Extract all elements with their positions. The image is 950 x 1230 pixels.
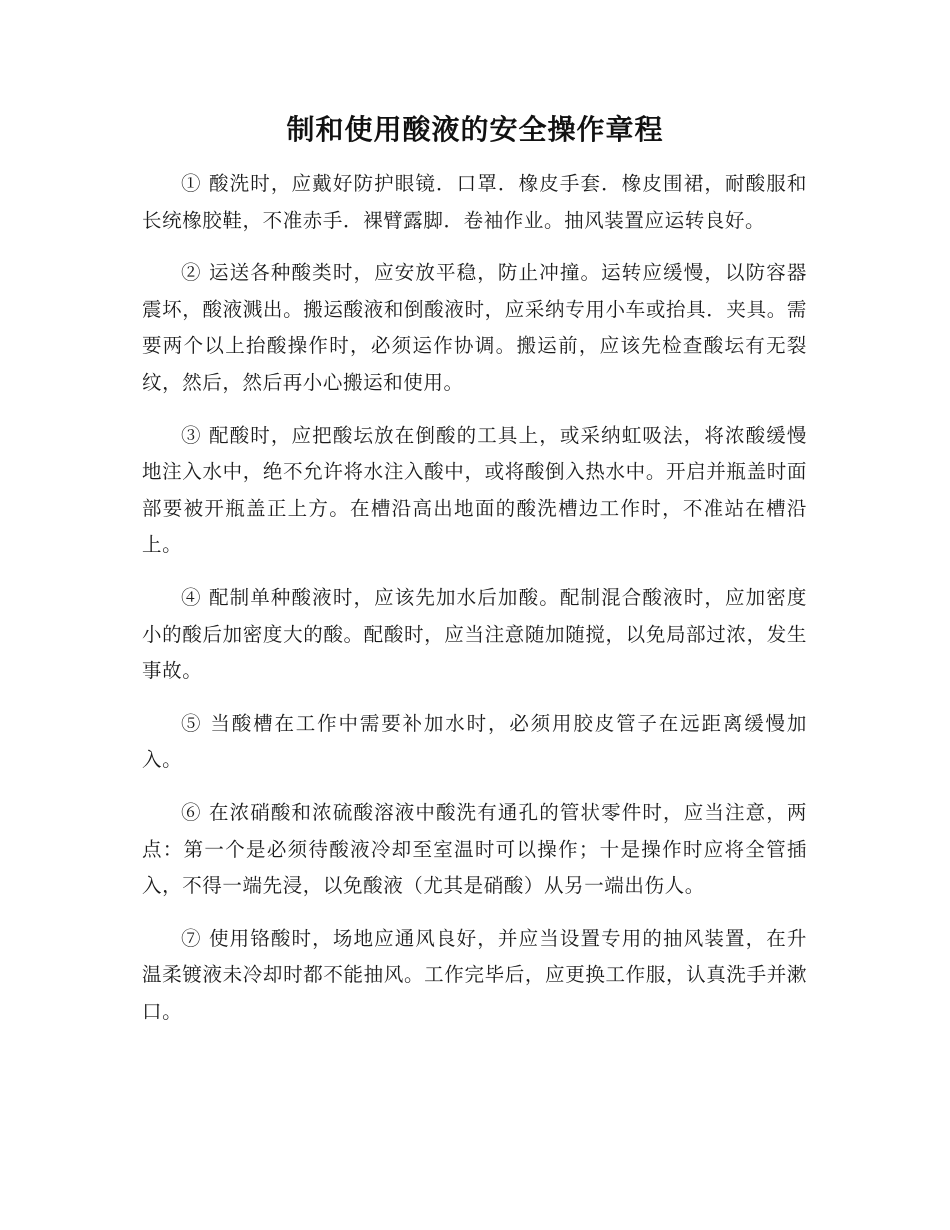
document-body — [142, 166, 807, 1046]
paragraph-6: ⑥ 在浓硝酸和浓硫酸溶液中酸洗有通孔的管状零件时，应当注意，两点：第一个是必须待酸液冷却至室温时可以操作；十是操作时应将全管插入，不得一端先浸，以免酸液（尤其是硝酸）从另一端出伤人。 — [142, 800, 807, 898]
paragraph-5: ⑤ 当酸槽在工作中需要补加水时，必须用胶皮管子在远距离缓慢加入。 — [142, 711, 807, 772]
paragraph-3: ③ 配酸时，应把酸坛放在倒酸的工具上，或采纳虹吸法，将浓酸缓慢地注入水中，绝不允许将水注入酸中，或将酸倒入热水中。开启并瓶盖时面部要被开瓶盖正上方。在槽沿高出地面的酸洗槽边工作时，不准站在槽沿上。 — [142, 423, 807, 557]
paragraph-7: ⑦ 使用铬酸时，场地应通风良好，并应当设置专用的抽风装置，在升温柔镀液未冷却时都不能抽风。工作完毕后，应更换工作服，认真洗手并漱口。 — [142, 926, 807, 1023]
paragraph-2: ② 运送各种酸类时，应安放平稳，防止冲撞。运转应缓慢，以防容器震坏，酸液溅出。搬运酸液和倒酸液时，应采纳专用小车或抬具．夹具。需要两个以上抬酸操作时，必须运作协调。搬运前，应该先检查酸坛有无裂纹，然后，然后再小心搬运和使用。 — [142, 261, 807, 394]
document-title: 制和使用酸液的安全操作章程 — [286, 113, 664, 146]
paragraph-1: ① 酸洗时，应戴好防护眼镜．口罩．橡皮手套．橡皮围裙，耐酸服和长统橡胶鞋，不准赤手．裸臂露脚．卷袖作业。抽风装置应运转良好。 — [142, 172, 807, 232]
paragraph-4: ④ 配制单种酸液时，应该先加水后加酸。配制混合酸液时，应加密度小的酸后加密度大的酸。配酸时，应当注意随加随搅，以免局部过浓，发生事故。 — [142, 585, 807, 683]
